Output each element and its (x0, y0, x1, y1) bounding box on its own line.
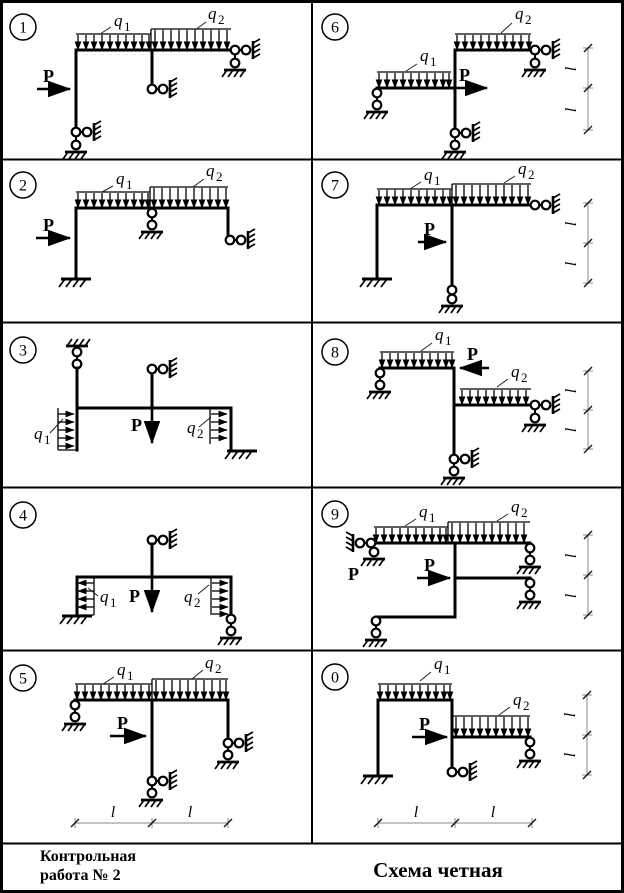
scheme-3-cell (10, 337, 257, 459)
q1-sub: 1 (110, 595, 117, 610)
dim-height-1: l (562, 712, 579, 718)
frame-members (77, 368, 231, 450)
dimension-bottom (71, 804, 232, 828)
frame-members (377, 205, 531, 286)
q2-label: q (513, 690, 522, 709)
support-left-wall (346, 532, 385, 566)
scheme-2-cell (10, 161, 255, 287)
dimension-right (563, 531, 593, 619)
p-label: P (419, 714, 430, 734)
support-middle (139, 209, 163, 239)
scheme-number: 0 (331, 669, 339, 687)
dim-height-1: l (563, 388, 580, 394)
p-label: P (424, 219, 435, 239)
q1-distributed-load (50, 408, 76, 450)
dim-height-2: l (562, 752, 579, 758)
q2-distributed-load (198, 577, 228, 615)
scheme-9-cell (322, 497, 593, 647)
scheme-number: 2 (19, 177, 27, 195)
q1-label: q (116, 169, 125, 188)
support-right (218, 615, 242, 645)
support-middle (441, 448, 479, 485)
footer-title-line1: Контрольная (40, 848, 137, 865)
footer (40, 848, 503, 884)
q2-distributed-load (455, 23, 531, 50)
q2-sub: 2 (194, 595, 201, 610)
q1-distributed-load (76, 27, 151, 50)
q1-label: q (424, 165, 433, 184)
support-middle (139, 770, 177, 807)
q2-label: q (511, 362, 520, 381)
q2-sub: 2 (216, 169, 223, 184)
q1-sub: 1 (124, 19, 131, 34)
frame-members (377, 50, 531, 131)
q2-label: q (187, 418, 196, 437)
dim-span-1: l (413, 804, 419, 821)
q1-label: q (435, 325, 444, 344)
q1-sub: 1 (445, 333, 452, 348)
q2-label: q (515, 4, 524, 23)
q1-sub: 1 (434, 173, 441, 188)
q1-label: q (34, 424, 43, 443)
footer-scheme-title: Схема четная (373, 858, 503, 882)
scheme-number: 8 (331, 344, 339, 362)
scheme-number: 4 (19, 507, 27, 525)
support-right (522, 39, 560, 77)
dim-height-2: l (563, 427, 580, 433)
support-middle (439, 286, 463, 313)
q2-label: q (208, 4, 217, 23)
q1-label: q (114, 11, 123, 30)
q2-sub: 2 (218, 12, 225, 27)
scheme-7-cell (322, 159, 593, 313)
q2-label: q (205, 653, 214, 672)
scheme-0-cell (322, 654, 592, 828)
q1-distributed-load (76, 186, 150, 208)
q1-sub: 1 (126, 177, 133, 192)
q1-label: q (419, 502, 428, 521)
support-middle (442, 122, 480, 159)
scheme-number: 6 (331, 19, 339, 37)
q2-label: q (184, 587, 193, 606)
dimension-right (562, 691, 592, 779)
dim-height-1: l (563, 553, 580, 559)
q1-distributed-load (77, 577, 98, 615)
q2-distributed-load (448, 514, 530, 543)
q2-sub: 2 (523, 698, 530, 713)
dim-height-1: l (563, 221, 580, 227)
q1-label: q (420, 46, 429, 65)
support-right (222, 39, 260, 77)
p-label: P (43, 215, 54, 235)
scheme-8-cell (322, 325, 593, 485)
p-label: P (459, 65, 470, 85)
q1-label: q (434, 654, 443, 673)
q1-sub: 1 (444, 662, 451, 677)
support-left (62, 701, 86, 731)
q1-distributed-load (377, 64, 451, 88)
q1-label: q (117, 660, 126, 679)
q1-sub: 1 (44, 432, 51, 447)
support-right (522, 394, 560, 432)
footer-title-line2: работа № 2 (40, 867, 121, 884)
p-label: P (467, 344, 478, 364)
support-left (364, 89, 388, 119)
frame-members (75, 700, 228, 778)
p-label: P (43, 66, 54, 86)
p-label: P (424, 555, 435, 575)
scheme-6-cell (322, 4, 593, 159)
dim-height-2: l (563, 593, 580, 599)
q2-distributed-load (452, 707, 530, 737)
frame-members (380, 368, 531, 456)
support-left (63, 121, 101, 159)
q1-distributed-load (377, 182, 452, 205)
scheme-number: 7 (331, 177, 339, 195)
q2-sub: 2 (521, 505, 528, 520)
support-left-fixed (360, 279, 392, 287)
dim-height-1: l (563, 66, 580, 72)
support-left-fixed (60, 616, 92, 624)
q1-distributed-load (374, 519, 448, 543)
support-right (517, 738, 541, 768)
q2-sub: 2 (528, 167, 535, 182)
support-mid-right (517, 579, 541, 609)
scheme-5-cell (10, 653, 253, 828)
dimension-right (563, 199, 593, 287)
q2-sub: 2 (521, 370, 528, 385)
q2-sub: 2 (525, 12, 532, 27)
dimension-right (563, 44, 593, 134)
dim-span-1: l (110, 804, 116, 821)
q2-sub: 2 (215, 661, 222, 676)
support-left-fixed (59, 279, 91, 287)
support-top-hanger (66, 339, 90, 368)
support-right (215, 732, 253, 769)
dim-span-2: l (490, 804, 496, 821)
support-right-fixed (225, 451, 257, 459)
q1-distributed-load (75, 677, 152, 700)
scheme-number: 1 (19, 19, 27, 37)
scheme-4-cell (10, 502, 242, 645)
support-left (367, 369, 391, 399)
q2-label: q (518, 159, 527, 178)
q1-sub: 1 (127, 668, 134, 683)
dimension-right (563, 367, 593, 453)
q1-sub: 1 (429, 510, 436, 525)
frame-members (374, 543, 530, 617)
support-right (531, 194, 560, 214)
q1-sub: 1 (430, 54, 437, 69)
dimension-bottom (374, 804, 536, 828)
frame-members (378, 700, 530, 775)
support-right (226, 229, 255, 249)
dim-height-2: l (563, 261, 580, 267)
support-left-fixed (361, 776, 393, 784)
p2-label: P (348, 564, 359, 584)
q1-distributed-load (380, 343, 454, 368)
dim-height-2: l (563, 107, 580, 113)
q1-label: q (100, 587, 109, 606)
support-top-right (517, 544, 541, 574)
scheme-number: 5 (19, 670, 27, 688)
scheme-1-cell (10, 4, 260, 159)
p-label: P (117, 713, 128, 733)
scheme-number: 9 (331, 506, 339, 524)
p-label: P (131, 415, 142, 435)
q1-distributed-load (378, 672, 452, 700)
support-bottom-left (363, 617, 387, 647)
p-label: P (129, 586, 140, 606)
q2-distributed-load (452, 176, 531, 205)
scheme-number: 3 (19, 342, 27, 360)
q2-label: q (206, 161, 215, 180)
q2-sub: 2 (197, 426, 204, 441)
dim-span-2: l (187, 804, 193, 821)
q2-label: q (511, 497, 520, 516)
